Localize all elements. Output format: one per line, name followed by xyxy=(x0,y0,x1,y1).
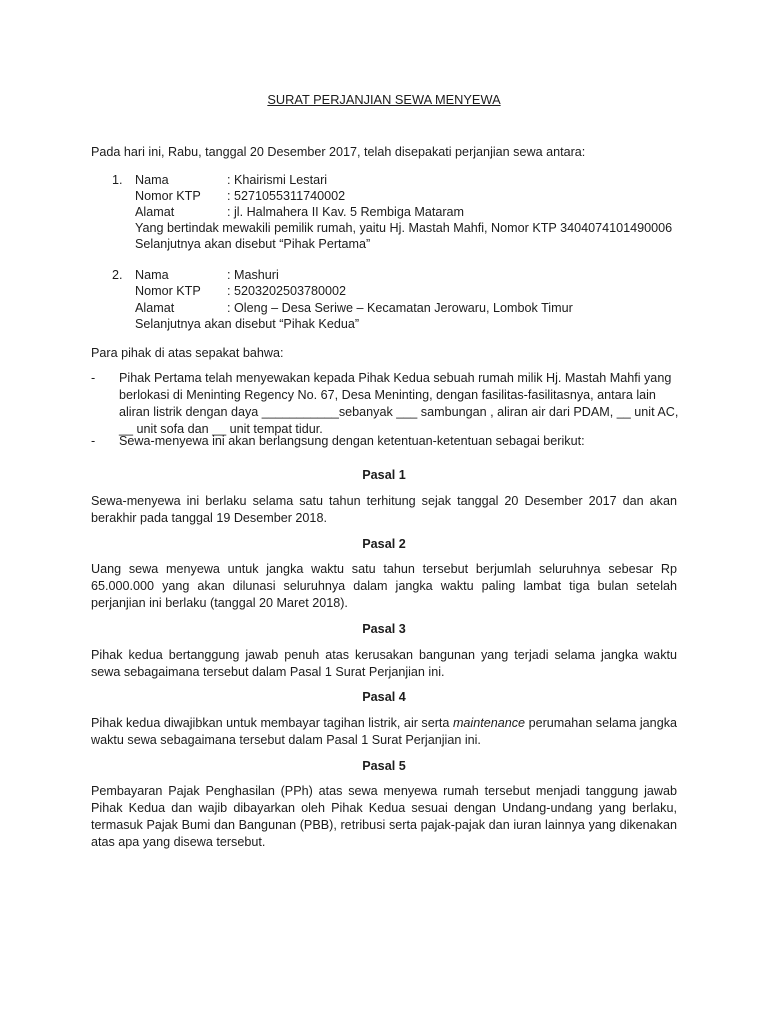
party-ktp-row xyxy=(135,188,345,204)
party-alias: Selanjutnya akan disebut “Pihak Kedua” xyxy=(135,317,360,331)
pasal-4-heading: Pasal 4 xyxy=(362,690,406,704)
pasal-4-text-after: perumahan selama jangka waktu sewa sebagaimana tersebut dalam Pasal 1 Surat Perjanjian ini. xyxy=(91,716,677,747)
pasal-3-heading: Pasal 3 xyxy=(362,622,406,636)
party-number: 1. xyxy=(112,173,123,187)
address-value: : Oleng – Desa Seriwe – Kecamatan Jerowaru, Lombok Timur xyxy=(227,301,573,315)
pasal-4-text-italic: maintenance xyxy=(452,716,526,730)
ktp-label: Nomor KTP xyxy=(135,284,201,298)
party-note: Yang bertindak mewakili pemilik rumah, yaitu Hj. Mastah Mahfi, Nomor KTP 3404074101490006 xyxy=(135,221,673,235)
bullet-line: aliran listrik dengan daya ___________sebanyak ___ sambungan , aliran air dari PDAM, __ unit AC, xyxy=(119,405,679,419)
name-value: : Mashuri xyxy=(227,268,279,282)
address-label: Alamat xyxy=(135,205,175,219)
bullet-dash: - xyxy=(91,434,96,448)
party-address-row xyxy=(135,204,464,220)
ktp-label: Nomor KTP xyxy=(135,189,201,203)
party-number: 2. xyxy=(112,268,123,282)
agreement-intro: Para pihak di atas sepakat bahwa: xyxy=(91,346,284,360)
address-label: Alamat xyxy=(135,301,175,315)
pasal-3-text: Pihak kedua bertanggung jawab penuh atas kerusakan bangunan yang terjadi selama jangka waktu sewa sebagaimana tersebut dalam Pasal 1 Surat Perjanjian ini. xyxy=(91,648,677,679)
name-label: Nama xyxy=(135,268,169,282)
bullet-line: berlokasi di Meninting Regency No. 67, Desa Meninting, dengan fasilitas-fasilitasnya, antara lain xyxy=(119,388,656,402)
name-label: Nama xyxy=(135,173,169,187)
bullet-line: Pihak Pertama telah menyewakan kepada Pihak Kedua sebuah rumah milik Hj. Mastah Mahfi yang xyxy=(119,371,672,385)
bullet-text xyxy=(119,433,679,450)
party-name-row xyxy=(135,172,327,188)
party-alias: Selanjutnya akan disebut “Pihak Pertama” xyxy=(135,237,371,251)
bullet-line: __ unit sofa dan __ unit tempat tidur. xyxy=(119,422,323,436)
party-name-row xyxy=(135,267,279,283)
pasal-1-heading: Pasal 1 xyxy=(362,468,406,482)
intro-text: Pada hari ini, Rabu, tanggal 20 Desember 2017, telah disepakati perjanjian sewa antara: xyxy=(91,145,586,159)
pasal-2-text: Uang sewa menyewa untuk jangka waktu satu tahun tersebut berjumlah seluruhnya sebesar Rp 65.000.000 yang akan dilunasi seluruhnya dalam jangka waktu paling lambat tiga bulan setelah perjanjian ini berlaku (tanggal 20 Maret 2018). xyxy=(91,562,677,610)
pasal-5-heading: Pasal 5 xyxy=(362,759,406,773)
bullet-line: Sewa-menyewa ini akan berlangsung dengan ketentuan-ketentuan sebagai berikut: xyxy=(119,434,585,448)
pasal-4-text xyxy=(91,715,677,749)
pasal-1-text: Sewa-menyewa ini berlaku selama satu tahun terhitung sejak tanggal 20 Desember 2017 dan akan berakhir pada tanggal 19 Desember 2018. xyxy=(91,494,677,525)
pasal-5-text: Pembayaran Pajak Penghasilan (PPh) atas sewa menyewa rumah tersebut menjadi tanggung jawab Pihak Kedua dan wajib dibayarkan oleh Pihak Kedua sesuai dengan Undang-undang yang berlaku, termasuk Pajak Bumi dan Bangunan (PBB), retribusi serta pajak-pajak dan iuran lainnya yang dikenakan atas apa yang disewa tersebut. xyxy=(91,784,677,849)
document-title: SURAT PERJANJIAN SEWA MENYEWA xyxy=(267,92,501,107)
name-value: : Khairismi Lestari xyxy=(227,173,328,187)
party-address-row xyxy=(135,300,573,316)
party-ktp-row xyxy=(135,283,346,299)
pasal-4-text-before: Pihak kedua diwajibkan untuk membayar tagihan listrik, air serta xyxy=(91,716,453,730)
ktp-value: : 5271055311740002 xyxy=(227,189,346,203)
ktp-value: : 5203202503780002 xyxy=(227,284,347,298)
pasal-2-heading: Pasal 2 xyxy=(362,537,406,551)
bullet-dash: - xyxy=(91,371,96,385)
address-value: : jl. Halmahera II Kav. 5 Rembiga Mataram xyxy=(227,205,465,219)
bullet-text xyxy=(119,370,679,438)
